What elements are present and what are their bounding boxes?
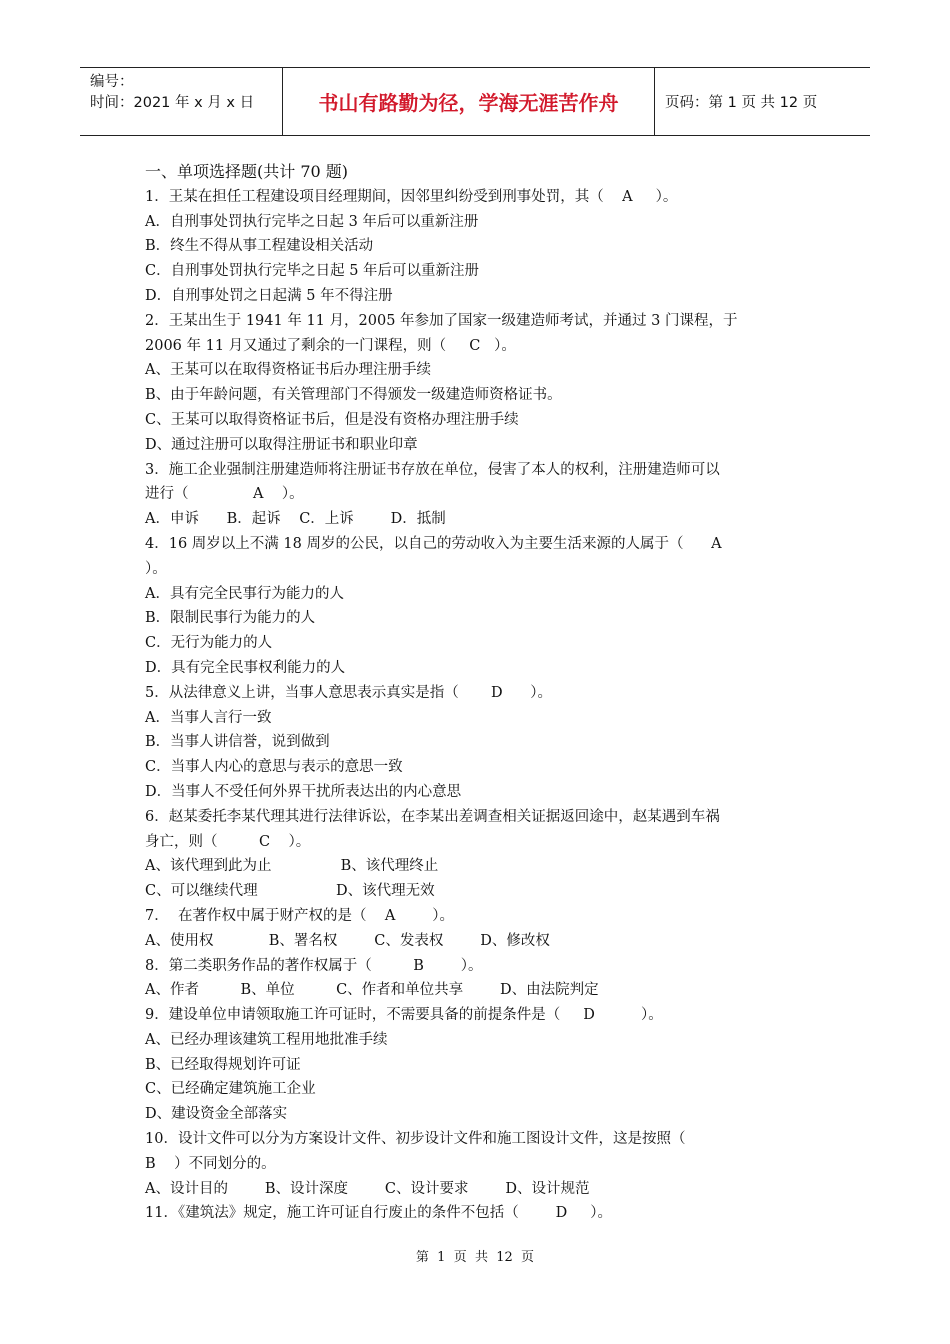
question-content [145,160,815,1226]
text-line: 2006 年 11 月又通过了剩余的一门课程，则（ C ）。 [145,337,516,354]
text-line: 3．施工企业强制注册建造师将注册证书存放在单位，侵害了本人的权利，注册建造师可以 [145,461,720,478]
text-line: A．申诉 B．起诉 C．上诉 D．抵制 [145,511,446,528]
text-line: C、可以继续代理 D、该代理无效 [145,883,435,900]
text-line: A、已经办理该建筑工程用地批准手续 [145,1031,388,1048]
header-left-cell [80,68,283,135]
text-line: C、已经确定建筑施工企业 [145,1081,316,1098]
text-line: 6．赵某委托李某代理其进行法律诉讼，在李某出差调查相关证据返回途中，赵某遇到车祸 [145,808,720,825]
section-title: 一、单项选择题(共计 70 题) [145,162,349,181]
text-line: 5．从法律意义上讲，当事人意思表示真实是指（ D ）。 [145,684,553,701]
text-line: A．自刑事处罚执行完毕之日起 3 年后可以重新注册 [145,213,479,230]
text-line: 10．设计文件可以分为方案设计文件、初步设计文件和施工图设计文件，这是按照（ [145,1131,686,1148]
text-line: D．当事人不受任何外界干扰所表达出的内心意思 [145,783,462,800]
header-page-cell [655,68,870,135]
text-line: A、该代理到此为止 B、该代理终止 [145,858,439,875]
text-line: 身亡，则（ C ）。 [145,833,311,850]
page-info: 页码：第 1 页 共 12 页 [665,95,818,111]
text-line: C．当事人内心的意思与表示的意思一致 [145,759,403,776]
text-line: 9．建设单位申请领取施工许可证时，不需要具备的前提条件是（ D ）。 [145,1007,663,1024]
text-line: 2．王某出生于 1941 年 11 月，2005 年参加了国家一级建造师考试，并通过 3 门课程，于 [145,312,738,329]
text-line: 4．16 周岁以上不满 18 周岁的公民，以自己的劳动收入为主要生活来源的人属于（ A [145,535,722,552]
date-label: 时间：2021 年 x 月 x 日 [90,95,255,111]
text-line: 7． 在著作权中属于财产权的是（ A ）。 [145,907,454,924]
text-line: A、设计目的 B、设计深度 C、设计要求 D、设计规范 [145,1180,590,1197]
text-line: D、建设资金全部落实 [145,1106,288,1123]
motto-text: 书山有路勤为径，学海无涯苦作舟 [318,91,619,115]
text-line: B．限制民事行为能力的人 [145,610,316,627]
text-line: A、使用权 B、署名权 C、发表权 D、修改权 [145,932,550,949]
text-line: 1．王某在担任工程建设项目经理期间，因邻里纠纷受到刑事处罚，其（ A ）。 [145,188,678,205]
text-line: 11．《建筑法》规定，施工许可证自行废止的条件不包括（ D ）。 [145,1205,612,1222]
text-line: 进行（ A ）。 [145,486,304,503]
serial-number-label: 编号： [90,74,134,90]
text-line: D．自刑事处罚之日起满 5 年不得注册 [145,287,393,304]
page-footer: 第 1 页 共 12 页 [415,1250,535,1265]
text-line: B、已经取得规划许可证 [145,1056,301,1073]
text-line: B．终生不得从事工程建设相关活动 [145,238,374,255]
text-line: A．当事人言行一致 [145,709,272,726]
text-line: C．自刑事处罚执行完毕之日起 5 年后可以重新注册 [145,263,480,280]
document-header [80,67,870,136]
header-motto-cell [283,68,655,135]
text-line: D．具有完全民事权利能力的人 [145,659,346,676]
text-line: D、通过注册可以取得注册证书和职业印章 [145,436,418,453]
text-line: B ）不同划分的。 [145,1155,276,1172]
text-line: 8．第二类职务作品的著作权属于（ B ）。 [145,957,483,974]
text-line: A、作者 B、单位 C、作者和单位共享 D、由法院判定 [145,982,599,999]
text-line: C．无行为能力的人 [145,635,273,652]
text-line: A、王某可以在取得资格证书后办理注册手续 [145,362,431,379]
text-line: B、由于年龄问题，有关管理部门不得颁发一级建造师资格证书。 [145,387,562,404]
text-line: B．当事人讲信誉，说到做到 [145,734,330,751]
text-line: ）。 [145,560,167,577]
text-line: A．具有完全民事行为能力的人 [145,585,344,602]
question-lines [145,185,815,1226]
text-line: C、王某可以取得资格证书后，但是没有资格办理注册手续 [145,411,519,428]
